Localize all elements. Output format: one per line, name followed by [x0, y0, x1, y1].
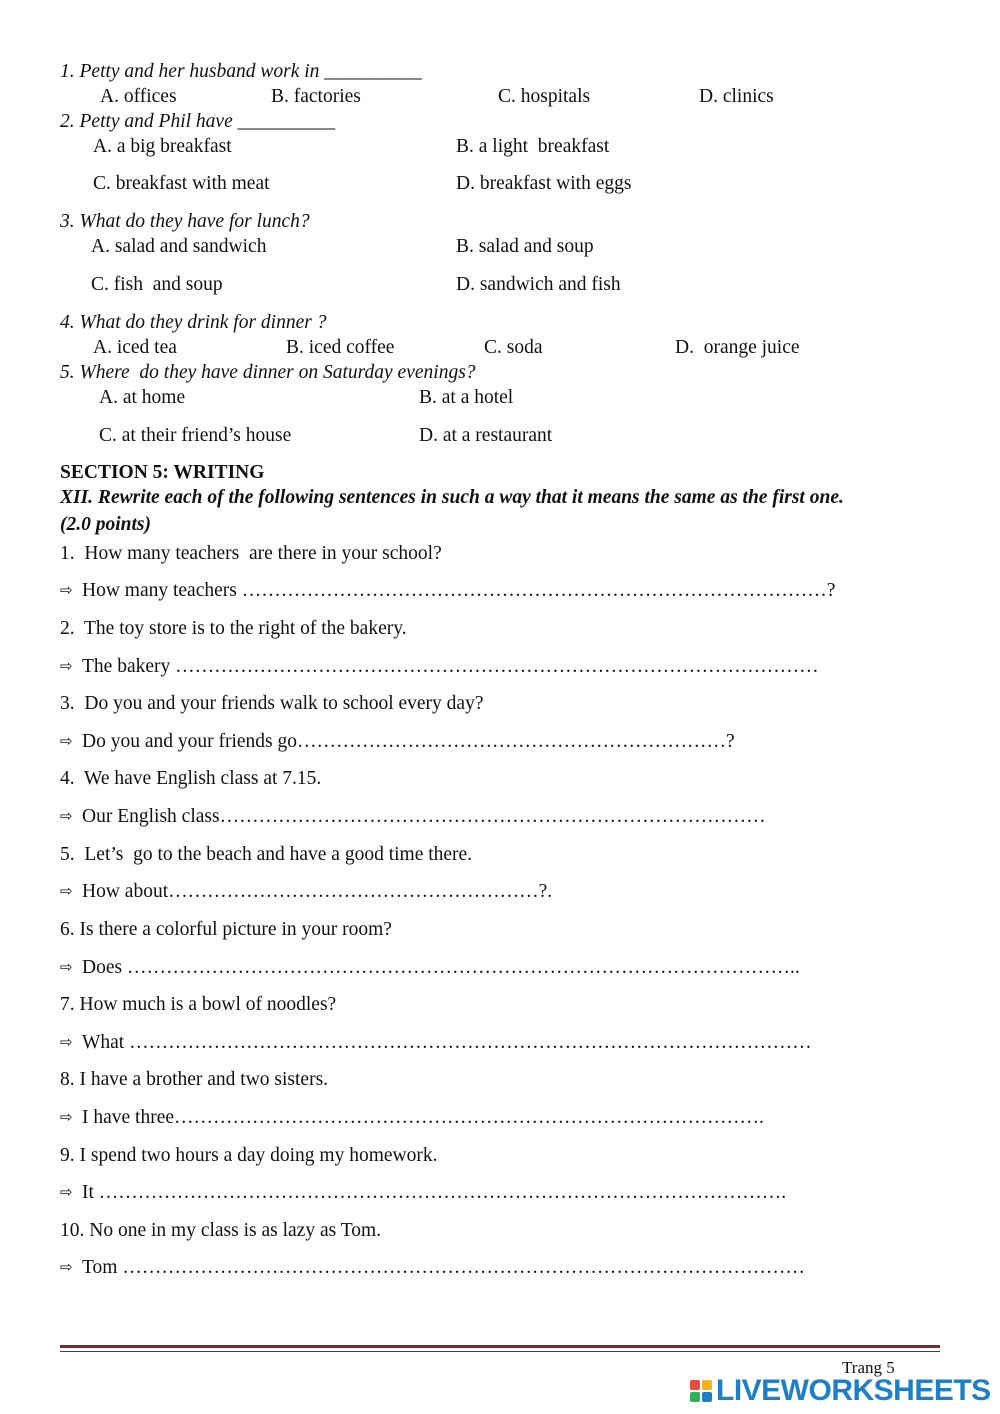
- writing-sentence-10: 10. No one in my class is as lazy as Tom.: [60, 1220, 382, 1241]
- writing-answer-8-text[interactable]: I have three……………………………………………………………………………….: [82, 1107, 764, 1128]
- liveworksheets-logo-icon: [690, 1380, 712, 1402]
- section-points: (2.0 points): [60, 514, 152, 535]
- writing-answer-2[interactable]: [60, 655, 819, 678]
- right-arrow-icon: ⇨: [60, 1183, 73, 1201]
- question-3-option-c[interactable]: C. fish and soup: [91, 274, 223, 295]
- question-4-option-a[interactable]: A. iced tea: [93, 337, 177, 358]
- right-arrow-icon: ⇨: [60, 657, 73, 675]
- question-4-option-d[interactable]: D. orange juice: [675, 337, 800, 358]
- footer-rule-thin: [60, 1351, 940, 1352]
- writing-answer-6-text[interactable]: Does …………………………………………………………………………………………..: [82, 957, 800, 978]
- question-1-option-d[interactable]: D. clinics: [699, 86, 774, 107]
- question-2-option-b[interactable]: B. a light breakfast: [456, 136, 610, 157]
- question-2-option-d[interactable]: D. breakfast with eggs: [456, 173, 632, 194]
- section-title: SECTION 5: WRITING: [60, 462, 265, 483]
- question-3-option-a[interactable]: A. salad and sandwich: [91, 236, 267, 257]
- writing-sentence-4: 4. We have English class at 7.15.: [60, 768, 322, 789]
- writing-answer-10-text[interactable]: Tom ……………………………………………………………………………………………: [82, 1257, 805, 1278]
- writing-answer-8[interactable]: [60, 1106, 764, 1129]
- question-2-stem: 2. Petty and Phil have __________: [60, 111, 336, 132]
- writing-answer-5[interactable]: [60, 880, 552, 903]
- writing-answer-4[interactable]: [60, 805, 766, 828]
- question-2-option-a[interactable]: A. a big breakfast: [93, 136, 232, 157]
- right-arrow-icon: ⇨: [60, 882, 73, 900]
- writing-sentence-3: 3. Do you and your friends walk to school every day?: [60, 693, 484, 714]
- writing-sentence-1: 1. How many teachers are there in your school?: [60, 543, 442, 564]
- right-arrow-icon: ⇨: [60, 807, 73, 825]
- question-1-option-a[interactable]: A. offices: [100, 86, 177, 107]
- question-1-option-b[interactable]: B. factories: [271, 86, 361, 107]
- question-1-stem: 1. Petty and her husband work in __________: [60, 61, 422, 82]
- writing-answer-10[interactable]: [60, 1256, 805, 1279]
- logo-text: LIVEWORKSHEETS: [716, 1374, 991, 1407]
- writing-sentence-2: 2. The toy store is to the right of the bakery.: [60, 618, 407, 639]
- liveworksheets-logo[interactable]: [690, 1374, 991, 1408]
- question-5-option-a[interactable]: A. at home: [99, 387, 186, 408]
- writing-answer-1[interactable]: [60, 579, 835, 602]
- question-4-stem: 4. What do they drink for dinner ?: [60, 312, 327, 333]
- writing-answer-4-text[interactable]: Our English class…………………………………………………………………………: [82, 806, 766, 827]
- page-number: Trang 5: [842, 1358, 895, 1377]
- right-arrow-icon: ⇨: [60, 1033, 73, 1051]
- right-arrow-icon: ⇨: [60, 1108, 73, 1126]
- writing-sentence-6: 6. Is there a colorful picture in your room?: [60, 919, 392, 940]
- question-3-option-d[interactable]: D. sandwich and fish: [456, 274, 621, 295]
- question-5-option-c[interactable]: C. at their friend’s house: [99, 425, 292, 446]
- question-5-stem: 5. Where do they have dinner on Saturday evenings?: [60, 362, 476, 383]
- question-3-stem: 3. What do they have for lunch?: [60, 211, 310, 232]
- footer-rule-thick: [60, 1345, 940, 1348]
- question-5-option-d[interactable]: D. at a restaurant: [419, 425, 553, 446]
- writing-sentence-5: 5. Let’s go to the beach and have a good time there.: [60, 844, 473, 865]
- right-arrow-icon: ⇨: [60, 1258, 73, 1276]
- question-4-option-c[interactable]: C. soda: [484, 337, 543, 358]
- writing-answer-3[interactable]: [60, 730, 735, 753]
- writing-answer-5-text[interactable]: How about…………………………………………………?.: [82, 881, 553, 902]
- writing-answer-2-text[interactable]: The bakery ………………………………………………………………………………………: [82, 656, 819, 677]
- writing-answer-7[interactable]: [60, 1031, 812, 1054]
- writing-answer-7-text[interactable]: What ……………………………………………………………………………………………: [82, 1032, 812, 1053]
- question-4-option-b[interactable]: B. iced coffee: [286, 337, 395, 358]
- right-arrow-icon: ⇨: [60, 732, 73, 750]
- writing-sentence-7: 7. How much is a bowl of noodles?: [60, 994, 337, 1015]
- question-5-option-b[interactable]: B. at a hotel: [419, 387, 514, 408]
- section-instruction: XII. Rewrite each of the following sentences in such a way that it means the same as the first one.: [60, 487, 844, 508]
- writing-sentence-9: 9. I spend two hours a day doing my homework.: [60, 1145, 438, 1166]
- right-arrow-icon: ⇨: [60, 958, 73, 976]
- writing-answer-1-text[interactable]: How many teachers ………………………………………………………………………………?: [82, 580, 836, 601]
- writing-answer-9[interactable]: [60, 1181, 786, 1204]
- writing-answer-9-text[interactable]: It …………………………………………………………………………………………….: [82, 1182, 787, 1203]
- question-1-option-c[interactable]: C. hospitals: [498, 86, 591, 107]
- writing-answer-6[interactable]: [60, 956, 800, 979]
- right-arrow-icon: ⇨: [60, 581, 73, 599]
- writing-sentence-8: 8. I have a brother and two sisters.: [60, 1069, 329, 1090]
- question-2-option-c[interactable]: C. breakfast with meat: [93, 173, 270, 194]
- question-3-option-b[interactable]: B. salad and soup: [456, 236, 594, 257]
- writing-answer-3-text[interactable]: Do you and your friends go…………………………………………………………?: [82, 731, 735, 752]
